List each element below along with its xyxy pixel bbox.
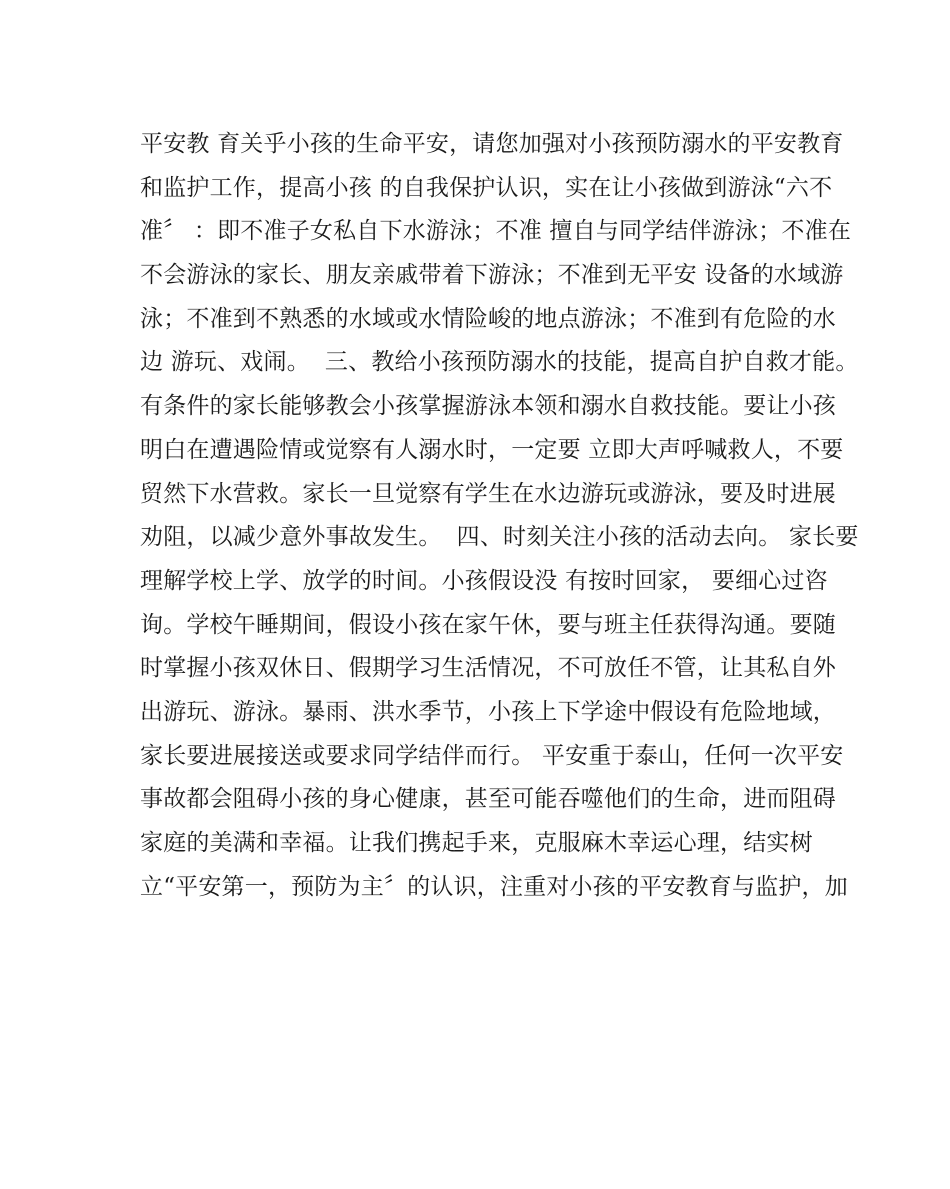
text-line-6: 边 游玩、戏闹。 三、教给小孩预防溺水的技能，提高自护自救才能。 (140, 349, 859, 376)
text-line-2: 和监护工作，提高小孩 的自我保护认识，实在让小孩做到游泳“六不 (140, 174, 833, 201)
text-line-17: 家庭的美满和幸福。让我们携起手来，克服麻木幸运心理，结实树 (140, 830, 813, 856)
text-line-5: 泳；不准到不熟悉的水域或水情险峻的地点游泳；不准到有危险的水 (140, 305, 836, 332)
text-line-12: 询。学校午睡期间，假设小孩在家午休，要与班主任获得沟通。要随 (140, 611, 836, 638)
text-line-9: 贸然下水营救。家长一旦觉察有学生在水边游玩或游泳，要及时进展 (140, 480, 836, 507)
text-line-14: 出游玩、游泳。暴雨、洪水季节，小孩上下学途中假设有危险地域， (140, 698, 836, 725)
body-text (140, 123, 859, 909)
text-line-18: 立“平安第一，预防为主〞的认识，注重对小孩的平安教育与监护，加 (140, 873, 848, 900)
text-line-13: 时掌握小孩双休日、假期学习生活情况，不可放任不管，让其私自外 (140, 655, 836, 682)
text-line-1: 平安教 育关乎小孩的生命平安，请您加强对小孩预防溺水的平安教育 (140, 131, 844, 157)
text-line-11: 理解学校上学、放学的时间。小孩假设没 有按时回家， 要细心过咨 (140, 567, 828, 594)
text-line-10: 劝阻，以减少意外事故发生。 四、时刻关注小孩的活动去向。 家长要 (140, 524, 859, 551)
text-line-3: 准〞 ：即不准子女私自下水游泳；不准 擅自与同学结伴游泳；不准在 (140, 218, 852, 245)
text-line-4: 不会游泳的家长、朋友亲戚带着下游泳；不准到无平安 设备的水域游 (140, 262, 844, 289)
text-line-15: 家长要进展接送或要求同学结伴而行。 平安重于泰山，任何一次平安 (140, 742, 844, 769)
text-line-8: 明白在遭遇险情或觉察有人溺水时，一定要 立即大声呼喊救人，不要 (140, 436, 844, 463)
text-line-7: 有条件的家长能够教会小孩掌握游泳本领和溺水自救技能。要让小孩 (140, 393, 836, 420)
text-line-16: 事故都会阻碍小孩的身心健康，甚至可能吞噬他们的生命，进而阻碍 (140, 786, 836, 813)
